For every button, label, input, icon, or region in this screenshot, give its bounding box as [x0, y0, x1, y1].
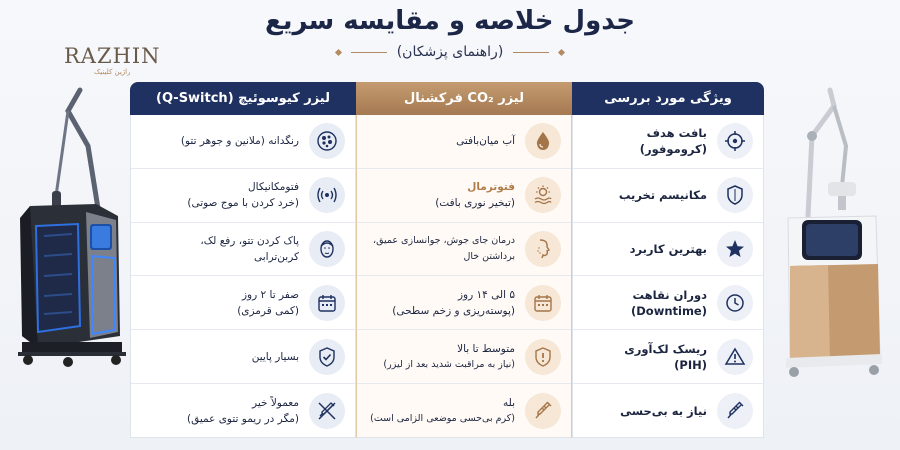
cell-subtext: (کرم بی‌حسی موضعی الزامی است) — [370, 412, 515, 424]
table-cell — [573, 223, 763, 277]
cell-text: آب میان‌بافتی — [456, 135, 515, 148]
face-front-icon — [309, 231, 345, 267]
cell-subtext: (مگر در ریمو تتوی عمیق) — [187, 412, 299, 425]
logo-wordmark: RAZHIN — [64, 44, 161, 68]
cell-text: صفر تا ۲ روز — [241, 288, 299, 301]
table-cell — [131, 384, 355, 437]
syringe-icon — [525, 393, 561, 429]
subtitle: (راهنمای پزشکان) — [396, 44, 504, 60]
cell-text: پاک کردن تتو، رفع لک، — [200, 235, 299, 248]
table-cell — [573, 384, 763, 437]
alert-shield-icon — [525, 339, 561, 375]
table-cell — [131, 223, 355, 277]
feature-label: مکانیسم تخریب — [618, 188, 707, 203]
feature-label: بافت هدف (کروموفور) — [639, 126, 707, 157]
crosshair-icon — [717, 123, 753, 159]
cell-text-highlight: فتوترمال — [467, 181, 515, 194]
cell-text: درمان جای جوش، جوانسازی عمیق، — [373, 235, 515, 247]
feature-sublabel: (Downtime) — [630, 303, 707, 318]
co2-column-header: لیزر CO₂ فرکشنال — [356, 82, 572, 115]
face-profile-icon — [525, 231, 561, 267]
qswitch-device-image — [8, 86, 128, 436]
feature-column — [572, 82, 764, 438]
cell-text: فتومکانیکال — [248, 181, 299, 194]
cell-subtext: (خرد کردن با موج صوتی) — [187, 197, 299, 210]
table-cell — [573, 276, 763, 330]
table-cell — [357, 276, 571, 330]
ornament — [558, 48, 565, 55]
cell-subtext: (نیاز به مراقبت شدید بعد از لیزر) — [383, 358, 515, 370]
table-cell — [131, 276, 355, 330]
qswitch-cells — [130, 115, 356, 438]
syringe-icon — [717, 393, 753, 429]
water-drop-icon — [525, 123, 561, 159]
feature-cells — [572, 115, 764, 438]
calendar-icon — [309, 285, 345, 321]
divider — [513, 52, 549, 53]
table-cell — [357, 384, 571, 437]
brand-logo — [64, 44, 161, 76]
table-cell — [357, 169, 571, 223]
feature-label: نیاز به بی‌حسی — [620, 403, 707, 418]
logo-tagline: راژین کلینیک — [94, 68, 131, 76]
table-cell — [131, 169, 355, 223]
comparison-table — [130, 82, 764, 438]
divider — [351, 52, 387, 53]
cell-text: رنگدانه (ملانین و جوهر تتو) — [180, 135, 299, 148]
feature-label: ریسک لک‌آوری — [624, 341, 707, 356]
cell-text: متوسط تا بالا — [457, 342, 515, 355]
shield-icon — [717, 177, 753, 213]
qswitch-column-header: لیزر کیوسوئیچ (Q-Switch) — [130, 82, 356, 115]
sound-wave-icon — [309, 177, 345, 213]
check-shield-icon — [309, 339, 345, 375]
table-cell — [357, 115, 571, 169]
cell-text: بله — [502, 396, 515, 409]
table-cell — [131, 115, 355, 169]
table-cell — [573, 169, 763, 223]
table-cell — [131, 330, 355, 384]
no-syringe-icon — [309, 393, 345, 429]
table-cell — [573, 330, 763, 384]
pigment-dots-icon — [309, 123, 345, 159]
cell-subtext: (کمی قرمزی) — [237, 304, 299, 317]
table-cell — [357, 330, 571, 384]
cell-subtext: (پوسته‌ریزی و زخم سطحی) — [392, 304, 515, 317]
co2-column — [356, 82, 572, 438]
co2-device-image — [768, 86, 892, 436]
table-cell — [573, 115, 763, 169]
ornament — [335, 48, 342, 55]
star-icon — [717, 231, 753, 267]
page-title: جدول خلاصه و مقایسه سریع — [264, 6, 636, 36]
calendar-icon — [525, 285, 561, 321]
cell-subtext: (تبخیر نوری بافت) — [435, 197, 515, 210]
cell-text: ۵ الی ۱۴ روز — [457, 288, 515, 301]
feature-label: دوران نقاهت — [632, 287, 707, 302]
cell-text: برداشتن خال — [463, 251, 515, 263]
cell-text: بسیار پایین — [251, 350, 299, 363]
co2-cells — [356, 115, 572, 438]
clock-icon — [717, 285, 753, 321]
qswitch-column — [130, 82, 356, 438]
heat-sun-icon — [525, 177, 561, 213]
feature-sublabel: (PIH) — [674, 357, 707, 372]
feature-column-header: ویژگی مورد بررسی — [572, 82, 764, 115]
cell-text: معمولاً خیر — [252, 396, 299, 409]
cell-text: کربن‌ترابی — [253, 251, 299, 264]
feature-label: بهترین کاربرد — [629, 242, 707, 257]
table-cell — [357, 223, 571, 277]
warning-triangle-icon — [717, 339, 753, 375]
